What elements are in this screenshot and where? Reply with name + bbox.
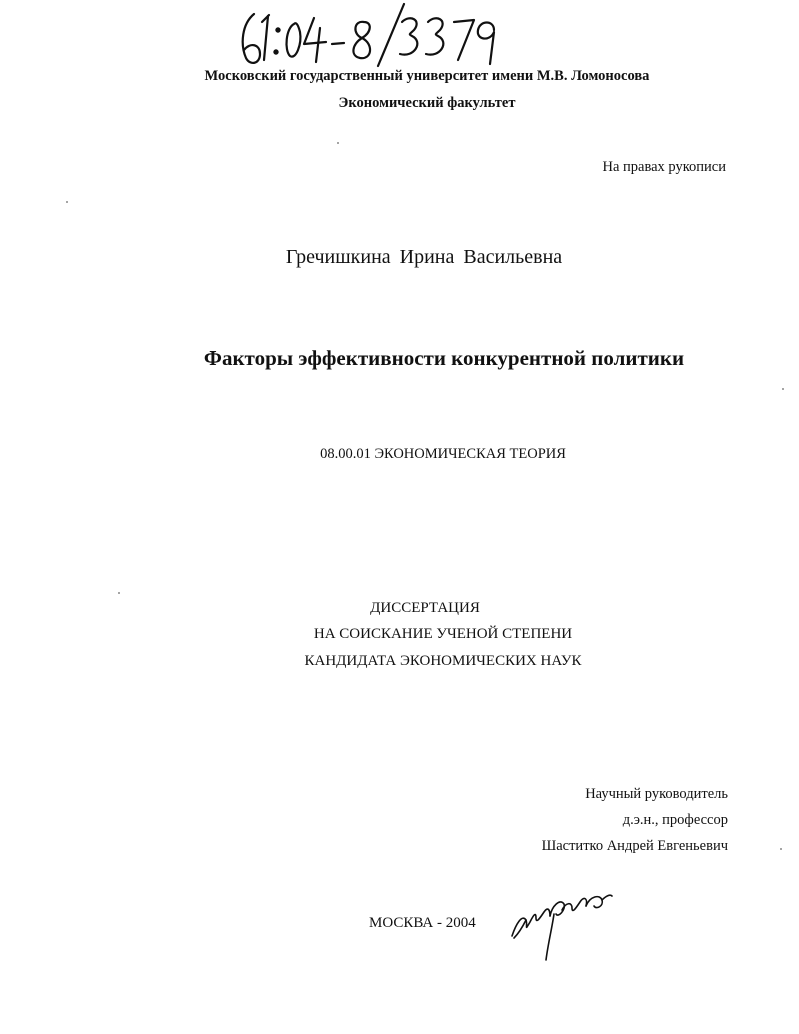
manuscript-rights-note: На правах рукописи: [602, 159, 726, 175]
scan-speck: [780, 848, 782, 850]
specialty-code: 08.00.01 ЭКОНОМИЧЕСКАЯ ТЕОРИЯ: [320, 446, 566, 462]
advisor-rank: д.э.н., профессор: [622, 812, 728, 828]
scan-speck: [782, 388, 784, 390]
advisor-role: Научный руководитель: [585, 786, 728, 802]
signature-scribble: [506, 884, 624, 964]
degree-line-1: ДИССЕРТАЦИЯ: [370, 600, 480, 616]
handwritten-catalogue-code: [232, 0, 502, 72]
scan-speck: [66, 201, 68, 203]
thesis-title: Факторы эффективности конкурентной политики: [203, 346, 685, 370]
scan-speck: [118, 592, 120, 594]
city-year: МОСКВА - 2004: [369, 915, 476, 931]
advisor-name: Шаститко Андрей Евгеньевич: [541, 838, 728, 854]
author-name: Гречишкина Ирина Васильевна: [285, 246, 563, 268]
degree-line-3: КАНДИДАТА ЭКОНОМИЧЕСКИХ НАУК: [304, 653, 582, 669]
scan-speck: [337, 142, 339, 144]
university-name: Московский государственный университет имени М.В. Ломоносова: [204, 68, 650, 84]
faculty-name: Экономический факультет: [338, 95, 516, 111]
degree-line-2: НА СОИСКАНИЕ УЧЕНОЙ СТЕПЕНИ: [313, 626, 573, 642]
